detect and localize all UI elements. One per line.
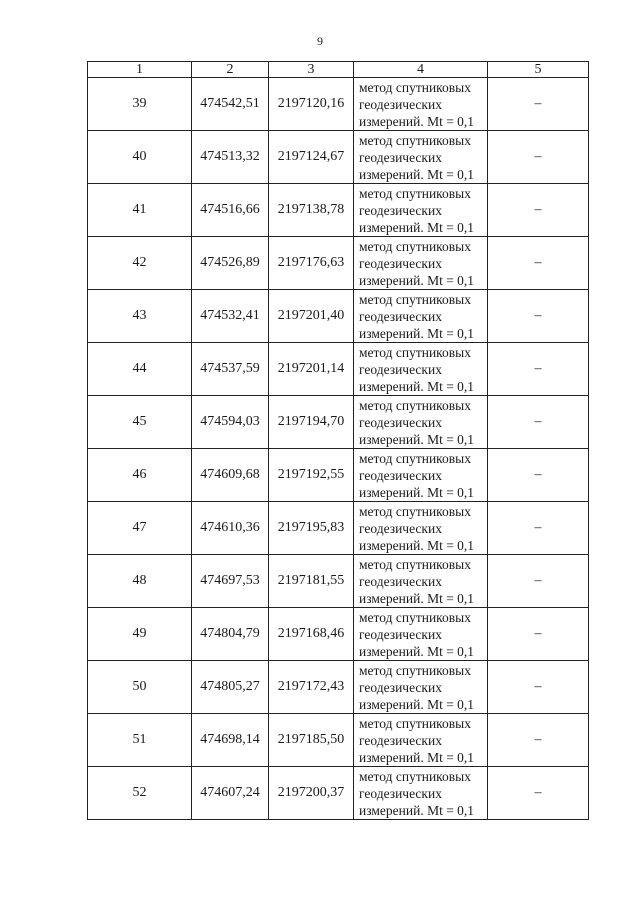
method-line: метод спутниковых [359, 344, 471, 360]
table-row [88, 502, 589, 555]
point-number-cell: 52 [88, 767, 192, 820]
y-coordinate-cell: 2197200,37 [269, 767, 354, 820]
x-coordinate-cell: 474607,24 [192, 767, 269, 820]
method-line: геодезических [359, 414, 442, 430]
note-cell: – [488, 396, 589, 449]
point-number-cell: 40 [88, 131, 192, 184]
note-cell: – [488, 714, 589, 767]
note-cell: – [488, 661, 589, 714]
point-number-cell: 49 [88, 608, 192, 661]
method-cell [354, 396, 488, 449]
table-row [88, 237, 589, 290]
method-line: метод спутниковых [359, 185, 471, 201]
x-coordinate-cell: 474513,32 [192, 131, 269, 184]
method-line: измерений. Mt = 0,1 [359, 431, 475, 447]
y-coordinate-cell: 2197124,67 [269, 131, 354, 184]
method-cell [354, 661, 488, 714]
table-row [88, 131, 589, 184]
point-number-cell: 48 [88, 555, 192, 608]
method-line: геодезических [359, 573, 442, 589]
method-line: измерений. Mt = 0,1 [359, 537, 475, 553]
method-line: геодезических [359, 308, 442, 324]
table-body [88, 62, 589, 820]
method-line: геодезических [359, 255, 442, 271]
method-line: метод спутниковых [359, 238, 471, 254]
method-line: геодезических [359, 202, 442, 218]
note-cell: – [488, 767, 589, 820]
method-line: измерений. Mt = 0,1 [359, 802, 475, 818]
method-cell [354, 78, 488, 131]
method-cell [354, 767, 488, 820]
y-coordinate-cell: 2197185,50 [269, 714, 354, 767]
method-cell [354, 131, 488, 184]
method-cell [354, 449, 488, 502]
header-cell-2: 2 [192, 62, 269, 78]
point-number-cell: 45 [88, 396, 192, 449]
x-coordinate-cell: 474609,68 [192, 449, 269, 502]
note-cell: – [488, 502, 589, 555]
y-coordinate-cell: 2197120,16 [269, 78, 354, 131]
table-row [88, 714, 589, 767]
method-line: геодезических [359, 732, 442, 748]
x-coordinate-cell: 474610,36 [192, 502, 269, 555]
method-line: измерений. Mt = 0,1 [359, 484, 475, 500]
point-number-cell: 43 [88, 290, 192, 343]
point-number-cell: 39 [88, 78, 192, 131]
y-coordinate-cell: 2197192,55 [269, 449, 354, 502]
method-line: метод спутниковых [359, 291, 471, 307]
method-line: геодезических [359, 785, 442, 801]
x-coordinate-cell: 474532,41 [192, 290, 269, 343]
x-coordinate-cell: 474594,03 [192, 396, 269, 449]
method-line: метод спутниковых [359, 556, 471, 572]
point-number-cell: 41 [88, 184, 192, 237]
point-number-cell: 47 [88, 502, 192, 555]
x-coordinate-cell: 474537,59 [192, 343, 269, 396]
method-cell [354, 502, 488, 555]
table-header-row [88, 62, 589, 78]
note-cell: – [488, 343, 589, 396]
method-cell [354, 290, 488, 343]
x-coordinate-cell: 474804,79 [192, 608, 269, 661]
table-row [88, 661, 589, 714]
x-coordinate-cell: 474698,14 [192, 714, 269, 767]
method-cell [354, 343, 488, 396]
method-line: метод спутниковых [359, 450, 471, 466]
y-coordinate-cell: 2197181,55 [269, 555, 354, 608]
x-coordinate-cell: 474526,89 [192, 237, 269, 290]
method-line: геодезических [359, 626, 442, 642]
point-number-cell: 42 [88, 237, 192, 290]
note-cell: – [488, 237, 589, 290]
header-cell-5: 5 [488, 62, 589, 78]
method-line: измерений. Mt = 0,1 [359, 113, 475, 129]
method-line: метод спутниковых [359, 79, 471, 95]
y-coordinate-cell: 2197176,63 [269, 237, 354, 290]
header-cell-3: 3 [269, 62, 354, 78]
y-coordinate-cell: 2197195,83 [269, 502, 354, 555]
y-coordinate-cell: 2197172,43 [269, 661, 354, 714]
method-cell [354, 555, 488, 608]
method-line: измерений. Mt = 0,1 [359, 643, 475, 659]
method-line: измерений. Mt = 0,1 [359, 749, 475, 765]
method-line: метод спутниковых [359, 609, 471, 625]
y-coordinate-cell: 2197138,78 [269, 184, 354, 237]
table-row [88, 78, 589, 131]
note-cell: – [488, 608, 589, 661]
point-number-cell: 44 [88, 343, 192, 396]
method-line: метод спутниковых [359, 662, 471, 678]
table-row [88, 449, 589, 502]
method-cell [354, 184, 488, 237]
note-cell: – [488, 555, 589, 608]
method-line: измерений. Mt = 0,1 [359, 272, 475, 288]
x-coordinate-cell: 474697,53 [192, 555, 269, 608]
note-cell: – [488, 78, 589, 131]
table-row [88, 396, 589, 449]
note-cell: – [488, 290, 589, 343]
method-line: метод спутниковых [359, 397, 471, 413]
y-coordinate-cell: 2197201,14 [269, 343, 354, 396]
point-number-cell: 51 [88, 714, 192, 767]
y-coordinate-cell: 2197168,46 [269, 608, 354, 661]
y-coordinate-cell: 2197201,40 [269, 290, 354, 343]
method-line: измерений. Mt = 0,1 [359, 696, 475, 712]
method-line: геодезических [359, 149, 442, 165]
method-line: геодезических [359, 96, 442, 112]
table-row [88, 290, 589, 343]
page-number: 9 [317, 34, 323, 48]
x-coordinate-cell: 474542,51 [192, 78, 269, 131]
method-line: метод спутниковых [359, 503, 471, 519]
method-line: измерений. Mt = 0,1 [359, 166, 475, 182]
method-line: метод спутниковых [359, 132, 471, 148]
note-cell: – [488, 449, 589, 502]
method-cell [354, 608, 488, 661]
method-line: измерений. Mt = 0,1 [359, 590, 475, 606]
method-line: геодезических [359, 679, 442, 695]
note-cell: – [488, 131, 589, 184]
method-line: метод спутниковых [359, 768, 471, 784]
note-cell: – [488, 184, 589, 237]
method-cell [354, 237, 488, 290]
method-line: геодезических [359, 467, 442, 483]
point-number-cell: 50 [88, 661, 192, 714]
table-row [88, 767, 589, 820]
method-line: метод спутниковых [359, 715, 471, 731]
x-coordinate-cell: 474805,27 [192, 661, 269, 714]
coordinates-table [87, 61, 589, 820]
method-line: измерений. Mt = 0,1 [359, 219, 475, 235]
header-cell-4: 4 [354, 62, 488, 78]
table-row [88, 184, 589, 237]
method-cell [354, 714, 488, 767]
table-row [88, 555, 589, 608]
method-line: геодезических [359, 361, 442, 377]
header-cell-1: 1 [88, 62, 192, 78]
y-coordinate-cell: 2197194,70 [269, 396, 354, 449]
point-number-cell: 46 [88, 449, 192, 502]
method-line: измерений. Mt = 0,1 [359, 325, 475, 341]
method-line: геодезических [359, 520, 442, 536]
x-coordinate-cell: 474516,66 [192, 184, 269, 237]
method-line: измерений. Mt = 0,1 [359, 378, 475, 394]
table-row [88, 343, 589, 396]
table-row [88, 608, 589, 661]
